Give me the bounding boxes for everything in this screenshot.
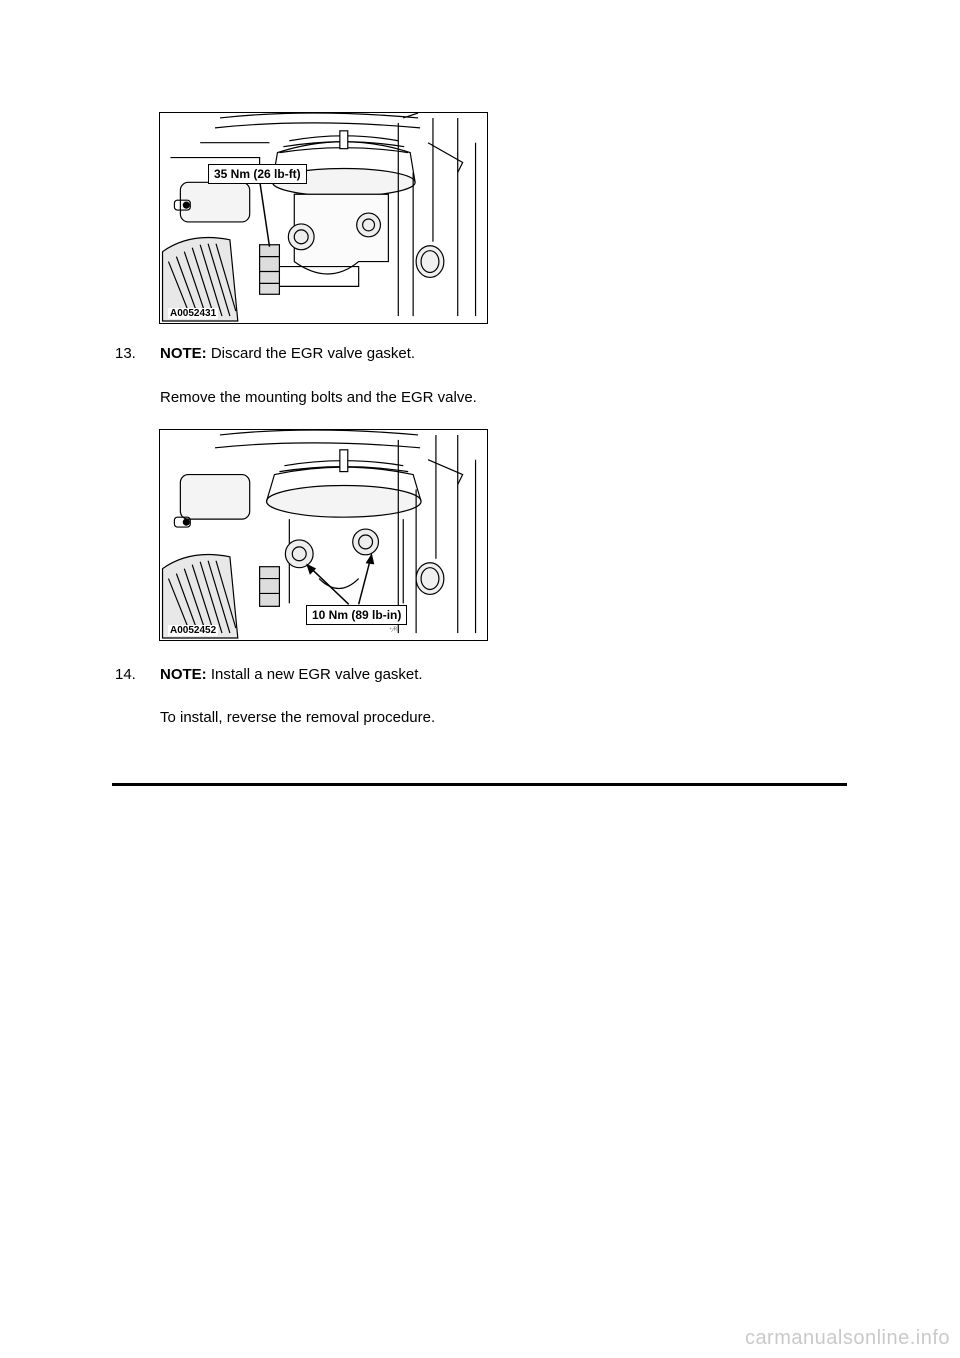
torque-callout: 35 Nm (26 lb-ft) (208, 164, 307, 184)
step-number: 13. (115, 345, 136, 362)
figure-id: A0052431 (170, 308, 217, 319)
step-note (160, 666, 423, 683)
figure-mark: ⁺⁄ᴿ (388, 627, 397, 634)
torque-callout: 10 Nm (89 lb-in) (306, 605, 407, 625)
watermark: carmanualsonline.info (744, 1327, 950, 1349)
step-instruction: Remove the mounting bolts and the EGR valve. (160, 389, 477, 406)
step-note (160, 345, 415, 362)
step-instruction: To install, reverse the removal procedure. (160, 709, 436, 726)
figure-id: A0052452 (170, 625, 217, 636)
step-number: 14. (115, 666, 136, 683)
note-label: NOTE: (160, 666, 207, 683)
note-label: NOTE: (160, 345, 207, 362)
section-divider (112, 783, 847, 786)
engine-illustration (160, 113, 487, 323)
note-text: Install a new EGR valve gasket. (206, 666, 423, 683)
figure-egr-valve-bolts (159, 429, 488, 641)
note-text: Discard the EGR valve gasket. (206, 345, 416, 362)
figure-egr-valve-bracket (159, 112, 488, 324)
